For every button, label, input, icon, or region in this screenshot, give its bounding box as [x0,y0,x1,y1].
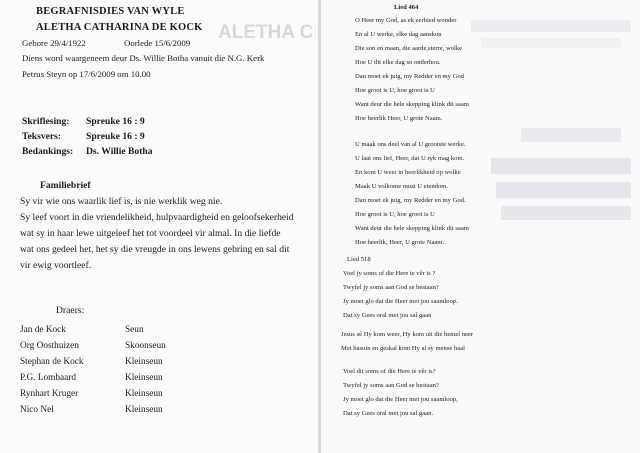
hymn-line: En al U werke, elke dag aanskou [355,31,442,38]
hymn-line: Maak U volkome must U eiendom. [355,183,449,190]
scripture-label: Skriflesing: [22,116,70,127]
bearer-relation: Kleinseun [125,389,163,399]
family-letter-line: wat ons gedeel het, het sy die vreugde in ons lewens gebring en sal dit [20,244,290,255]
bearer-relation: Kleinseun [125,357,163,367]
scripture-value: Spreuke 16 : 9 [86,116,145,127]
bearer-name: Stephan de Kock [20,357,84,367]
left-page [0,0,319,453]
bearer-name: Rynhart Kruger [20,389,79,399]
hymn-line: En kom U weer in heerlikheid op wolke [355,169,461,176]
text-verse-label: Teksvers: [22,131,62,142]
hymn-line: Twyfel jy soms aan God se bestaan? [343,284,439,291]
family-letter-line: vir ewig voortleef. [20,260,92,271]
family-letter-heading: Familiebrief [40,180,91,191]
hymn-line: Want deur die hele skepping klink dit saam [355,101,469,108]
bearer-row [20,341,280,353]
bearer-row [20,357,280,369]
bearers-heading: Draers: [56,305,85,316]
bearer-name: Nico Nel [20,405,54,415]
family-letter-line: Sy vir wie ons waarlik lief is, is nie werklik weg nie. [20,196,223,207]
hymn-464-title: Lied 464 [394,4,419,11]
hymn-line: Dat sy Gees oral met jou sal gaan. [343,410,434,417]
hymn-line: Hoe heerlik Heer, U grote Naam. [355,115,443,122]
bearer-row [20,373,280,385]
bleed-through-text: ALETHA C [218,22,314,43]
hymn-line: Die son en maan, die aarde,sterre, wolke [355,45,463,52]
service-line-1: Diens word waargeneem deur Ds. Willie Botha vanuit die N.G. Kerk [22,53,265,63]
bearer-name: Jan de Kock [20,325,66,335]
thanks-label: Bedankings: [22,146,74,157]
hymn-line: Hoe heerlik, Heer, U grote Naam. [355,239,445,246]
hymn-line: Dan moet ek juig, my Redder en my God. [355,197,466,204]
hymn-line: U maak ons deel van al U grootste werke. [355,141,466,148]
title-line-2: ALETHA CATHARINA DE KOCK [36,22,203,33]
hymn-line: U laat ons lief, Heer, dat U ryk mag kom. [355,155,465,162]
title-line-1: BEGRAFNISDIES VAN WYLE [36,6,185,17]
bearer-name: P.G. Lombaard [20,373,77,383]
hymn-518-title: Lied 518 [347,256,371,263]
family-letter-line: Sy leef voort in die vriendelikheid, hulpvaardigheid en geloofsekerheid [20,212,294,223]
hymn-line: Dan moet ek juig, my Redder en my God [355,73,464,80]
hymn-line: Hoe groot is U, hoe groot is U [355,87,435,94]
bearer-row [20,325,280,337]
right-page [321,0,640,453]
family-letter-line: wat sy in haar lewe uitgeleef het tot voordeel vir almal. In die liefde [20,228,281,239]
bearer-relation: Skoonseun [125,341,166,351]
thanks-value: Ds. Willie Botha [86,146,153,157]
hymn-line: Want deur die hele skepping klink dit saam [355,225,469,232]
hymn-line: Jesus sê Hy kom weer, Hy kom uit die hemel neer [341,331,474,338]
service-line-2: Petrus Steyn op 17/6/2009 om 10.00 [22,69,151,79]
hymn-line: Hoe groot is U, hoe groot is U [355,211,435,218]
bearer-row [20,405,280,417]
hymn-line: Hoe U dit elke dag so onderhou. [355,59,441,66]
death-date: Oorlede 15/6/2009 [124,38,191,48]
bearer-relation: Seun [125,325,144,335]
bearer-row [20,389,280,401]
hymn-line: Dat sy Gees oral met jou sal gaan [343,312,432,319]
birth-date: Gebore 29/4/1922 [22,38,86,48]
bearer-name: Org Oosthuizen [20,341,79,351]
hymn-line: Voel dit soms of die Here te vêr is? [343,368,436,375]
hymn-line: Jy moet glo dat die Heer met jou saamloop. [343,298,458,305]
hymn-line: Met basuin en geskal kom Hy al sy mense haal [341,345,465,352]
hymn-line: Twyfel jy soms aan God se bestaan? [343,382,439,389]
bearer-relation: Kleinseun [125,405,163,415]
hymn-line: Jy moet glo dat die Heer met jou saamloop, [343,396,458,403]
hymn-line: Voel jy soms of die Here te vêr is ? [343,270,436,277]
bearer-relation: Kleinseun [125,373,163,383]
text-verse-value: Spreuke 16 : 9 [86,131,145,142]
hymn-line: O Heer my God, as ek eerbied wonder [355,17,457,24]
